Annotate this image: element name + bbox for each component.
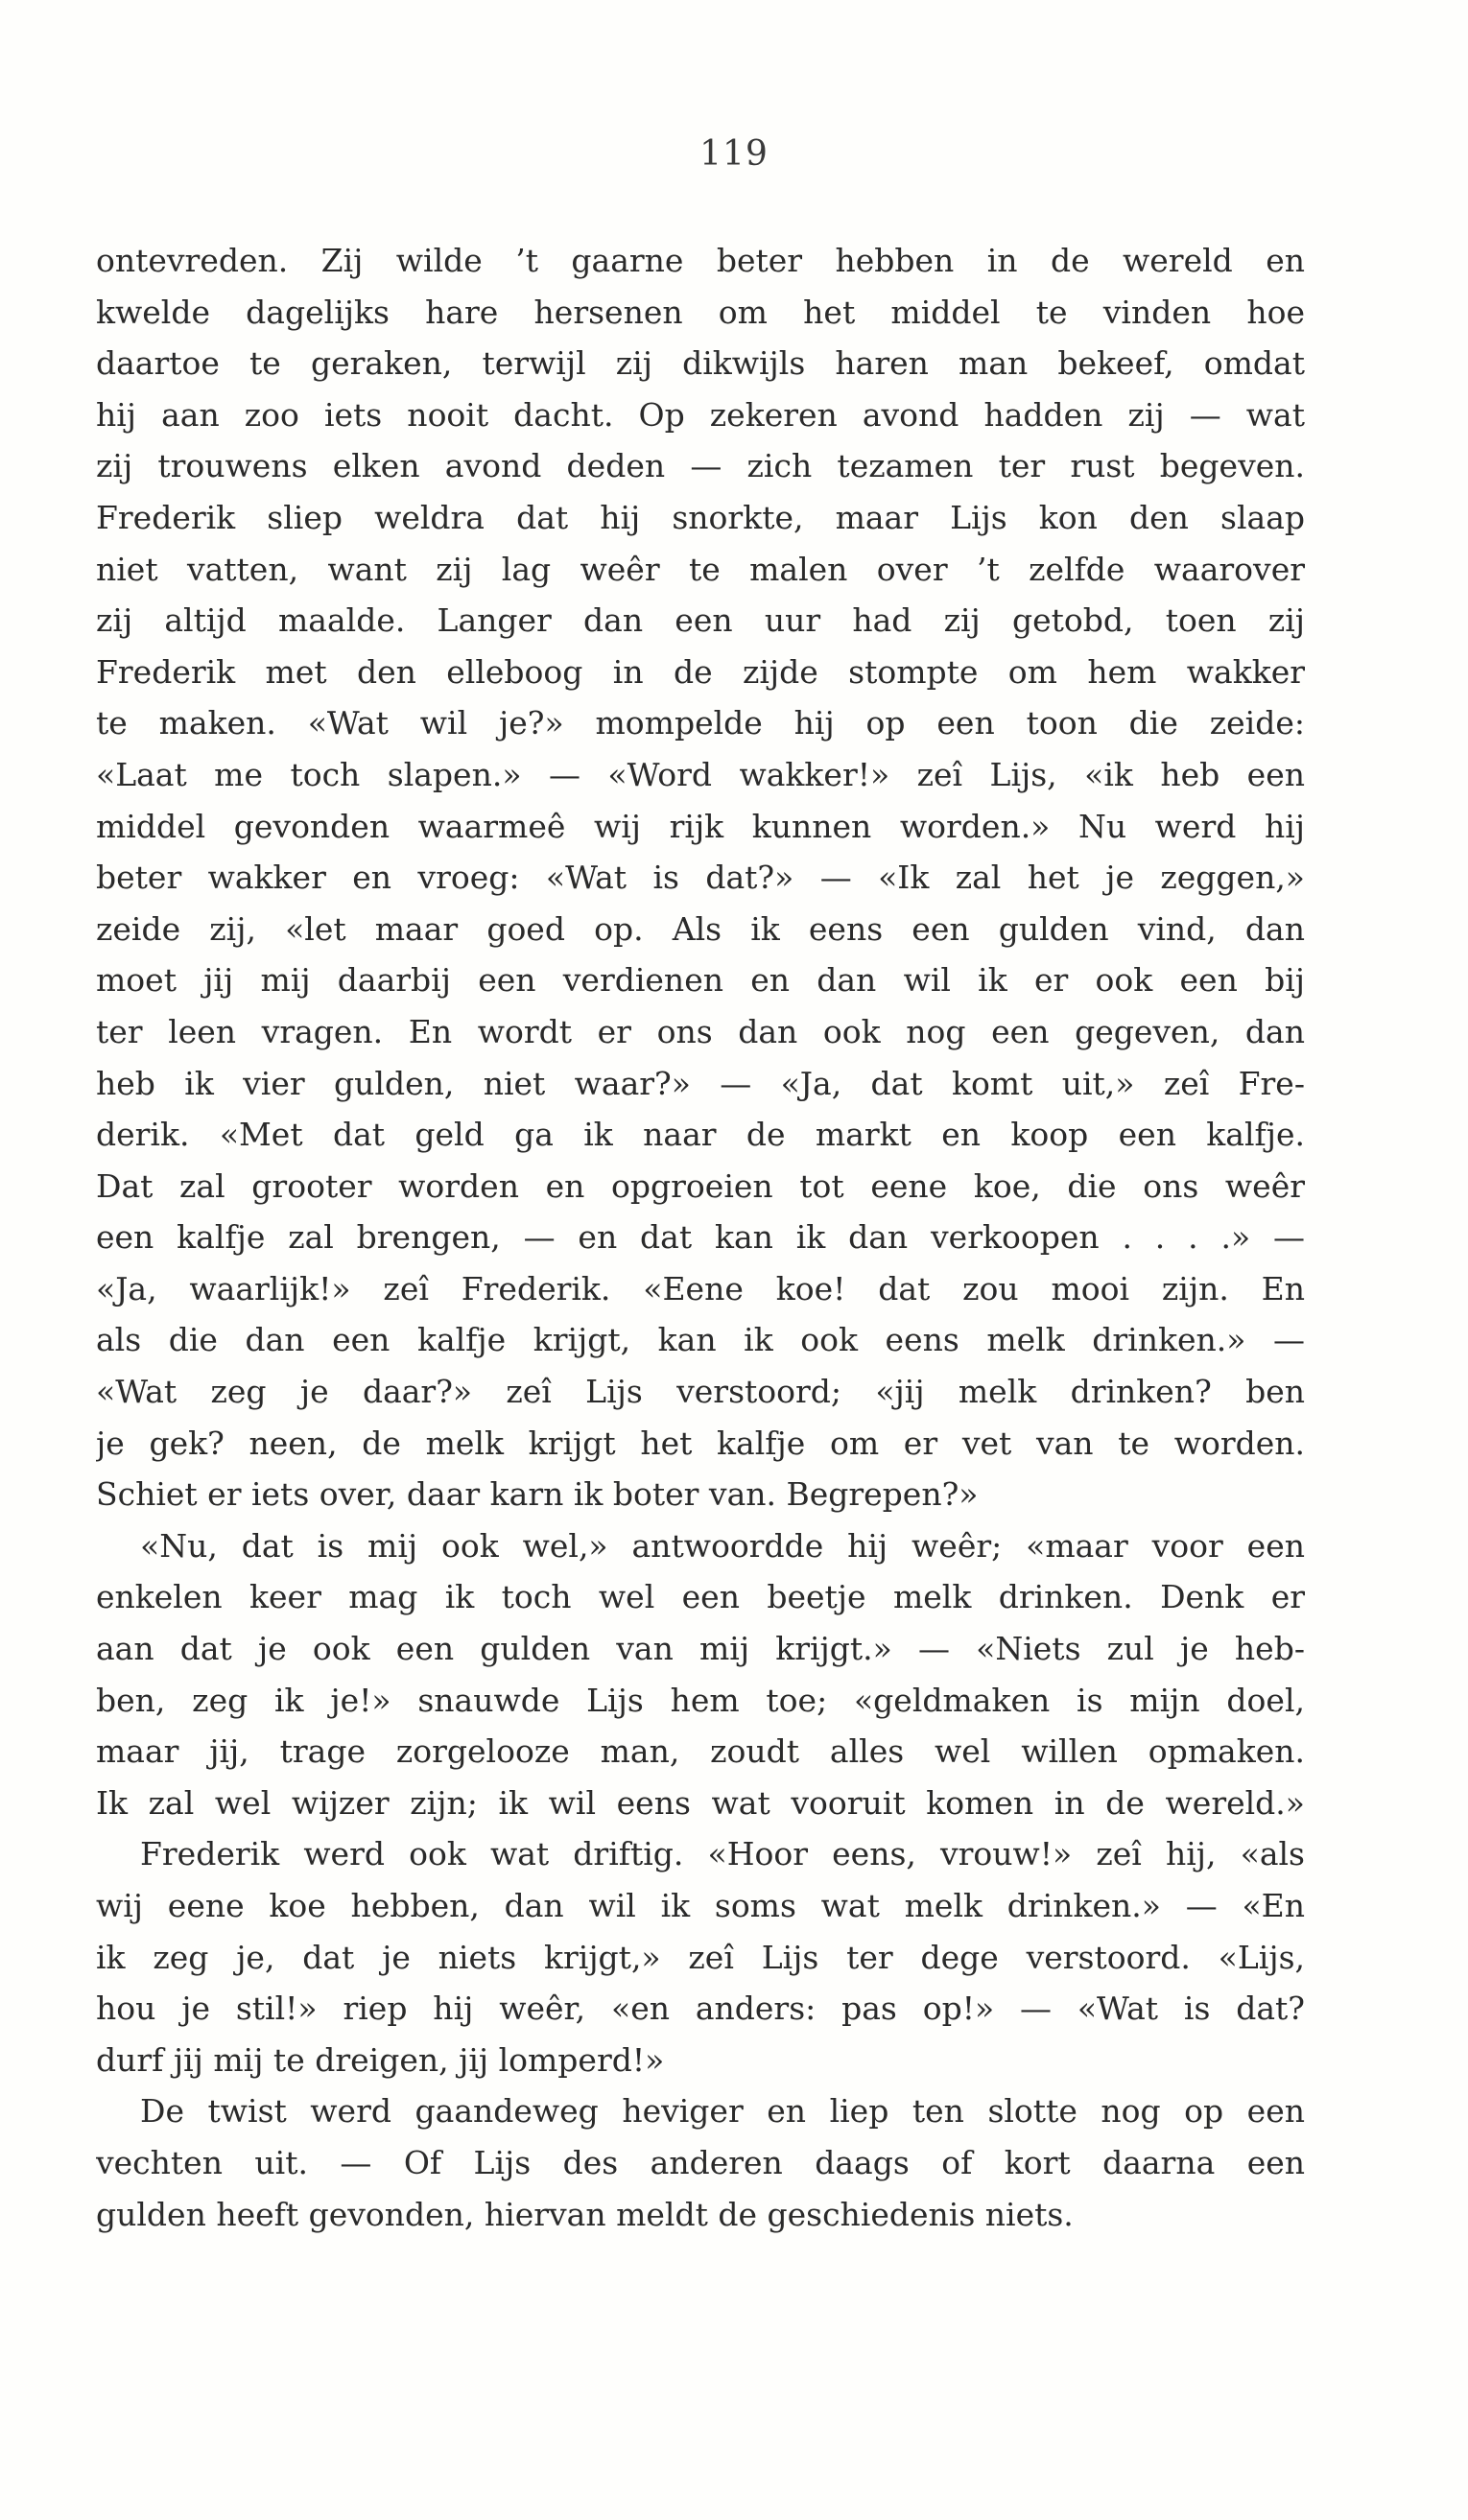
- text-line: Frederik sliep weldra dat hij snorkte, maar Lijs kon den slaap: [96, 498, 1305, 536]
- text-line: derik. «Met dat geld ga ik naar de markt en koop een kalfje.: [96, 1116, 1305, 1154]
- body-text: [96, 235, 1305, 2240]
- text-line: ter leen vragen. En wordt er ons dan ook nog een gegeven, dan: [96, 1012, 1305, 1050]
- text-line: zij altijd maalde. Langer dan een uur had zij getobd, toen zij: [96, 601, 1305, 640]
- text-line: Ik zal wel wijzer zijn; ik wil eens wat vooruit komen in de wereld.»: [96, 1783, 1305, 1822]
- text-line: ontevreden. Zij wilde ’t gaarne beter hebben in de wereld en: [96, 242, 1305, 279]
- text-line: hij aan zoo iets nooit dacht. Op zekeren avond hadden zij — wat: [96, 395, 1305, 434]
- text-line: Frederik met den elleboog in de zijde stompte om hem wakker: [96, 652, 1305, 691]
- text-line: Dat zal grooter worden en opgroeien tot eene koe, die ons weêr: [96, 1166, 1305, 1205]
- text-line: beter wakker en vroeg: «Wat is dat?» — «Ik zal het je zeggen,»: [96, 859, 1305, 897]
- text-line: ben, zeg ik je!» snauwde Lijs hem toe; «geldmaken is mijn doel,: [96, 1681, 1305, 1719]
- text-line: Schiet er iets over, daar karn ik boter van. Begrepen?»: [96, 1475, 979, 1514]
- text-line: wij eene koe hebben, dan wil ik soms wat melk drinken.» — «En: [96, 1887, 1305, 1924]
- text-line: moet jij mij daarbij een verdienen en dan wil ik er ook een bij: [96, 961, 1305, 1000]
- text-line: heb ik vier gulden, niet waar?» — «Ja, dat komt uit,» zeî Fre-: [96, 1064, 1305, 1102]
- text-line: Frederik werd ook wat driftig. «Hoor eens, vrouw!» zeî hij, «als: [140, 1835, 1305, 1873]
- text-line: «Laat me toch slapen.» — «Word wakker!» zeî Lijs, «ik heb een: [96, 755, 1305, 793]
- text-line: te maken. «Wat wil je?» mompelde hij op een toon die zeide:: [96, 704, 1305, 742]
- text-line: maar jij, trage zorgelooze man, zoudt alles wel willen opmaken.: [96, 1732, 1305, 1771]
- text-line: «Ja, waarlijk!» zeî Frederik. «Eene koe! dat zou mooi zijn. En: [96, 1269, 1305, 1307]
- text-line: gulden heeft gevonden, hiervan meldt de geschiedenis niets.: [96, 2195, 1074, 2233]
- text-line: je gek? neen, de melk krijgt het kalfje om er vet van te worden.: [96, 1424, 1305, 1462]
- text-line: kwelde dagelijks hare hersenen om het middel te vinden hoe: [96, 293, 1305, 331]
- page-number: 119: [699, 134, 769, 174]
- text-line: een kalfje zal brengen, — en dat kan ik dan verkoopen . . . .» —: [96, 1218, 1305, 1257]
- text-line: niet vatten, want zij lag weêr te malen over ’t zelfde waarover: [96, 550, 1305, 588]
- text-line: als die dan een kalfje krijgt, kan ik ook eens melk drinken.» —: [96, 1321, 1305, 1359]
- text-line: daartoe te geraken, terwijl zij dikwijls haren man bekeef, omdat: [96, 344, 1305, 383]
- text-line: hou je stil!» riep hij weêr, «en anders: pas op!» — «Wat is dat?: [96, 1990, 1305, 2028]
- text-line: zij trouwens elken avond deden — zich tezamen ter rust begeven.: [96, 447, 1305, 485]
- text-line: «Nu, dat is mij ook wel,» antwoordde hij weêr; «maar voor een: [140, 1526, 1305, 1565]
- text-line: durf jij mij te dreigen, jij lomperd!»: [96, 2040, 665, 2079]
- text-line: «Wat zeg je daar?» zeî Lijs verstoord; «jij melk drinken? ben: [96, 1373, 1305, 1411]
- text-line: vechten uit. — Of Lijs des anderen daags of kort daarna een: [96, 2143, 1305, 2181]
- text-line: middel gevonden waarmeê wij rijk kunnen worden.» Nu werd hij: [96, 807, 1305, 845]
- text-line: aan dat je ook een gulden van mij krijgt.» — «Niets zul je heb-: [96, 1630, 1305, 1668]
- text-line: De twist werd gaandeweg heviger en liep ten slotte nog op een: [140, 2092, 1305, 2131]
- text-line: zeide zij, «let maar goed op. Als ik eens een gulden vind, dan: [96, 909, 1305, 948]
- text-line: ik zeg je, dat je niets krijgt,» zeî Lijs ter dege verstoord. «Lijs,: [96, 1938, 1305, 1976]
- text-line: enkelen keer mag ik toch wel een beetje melk drinken. Denk er: [96, 1578, 1305, 1616]
